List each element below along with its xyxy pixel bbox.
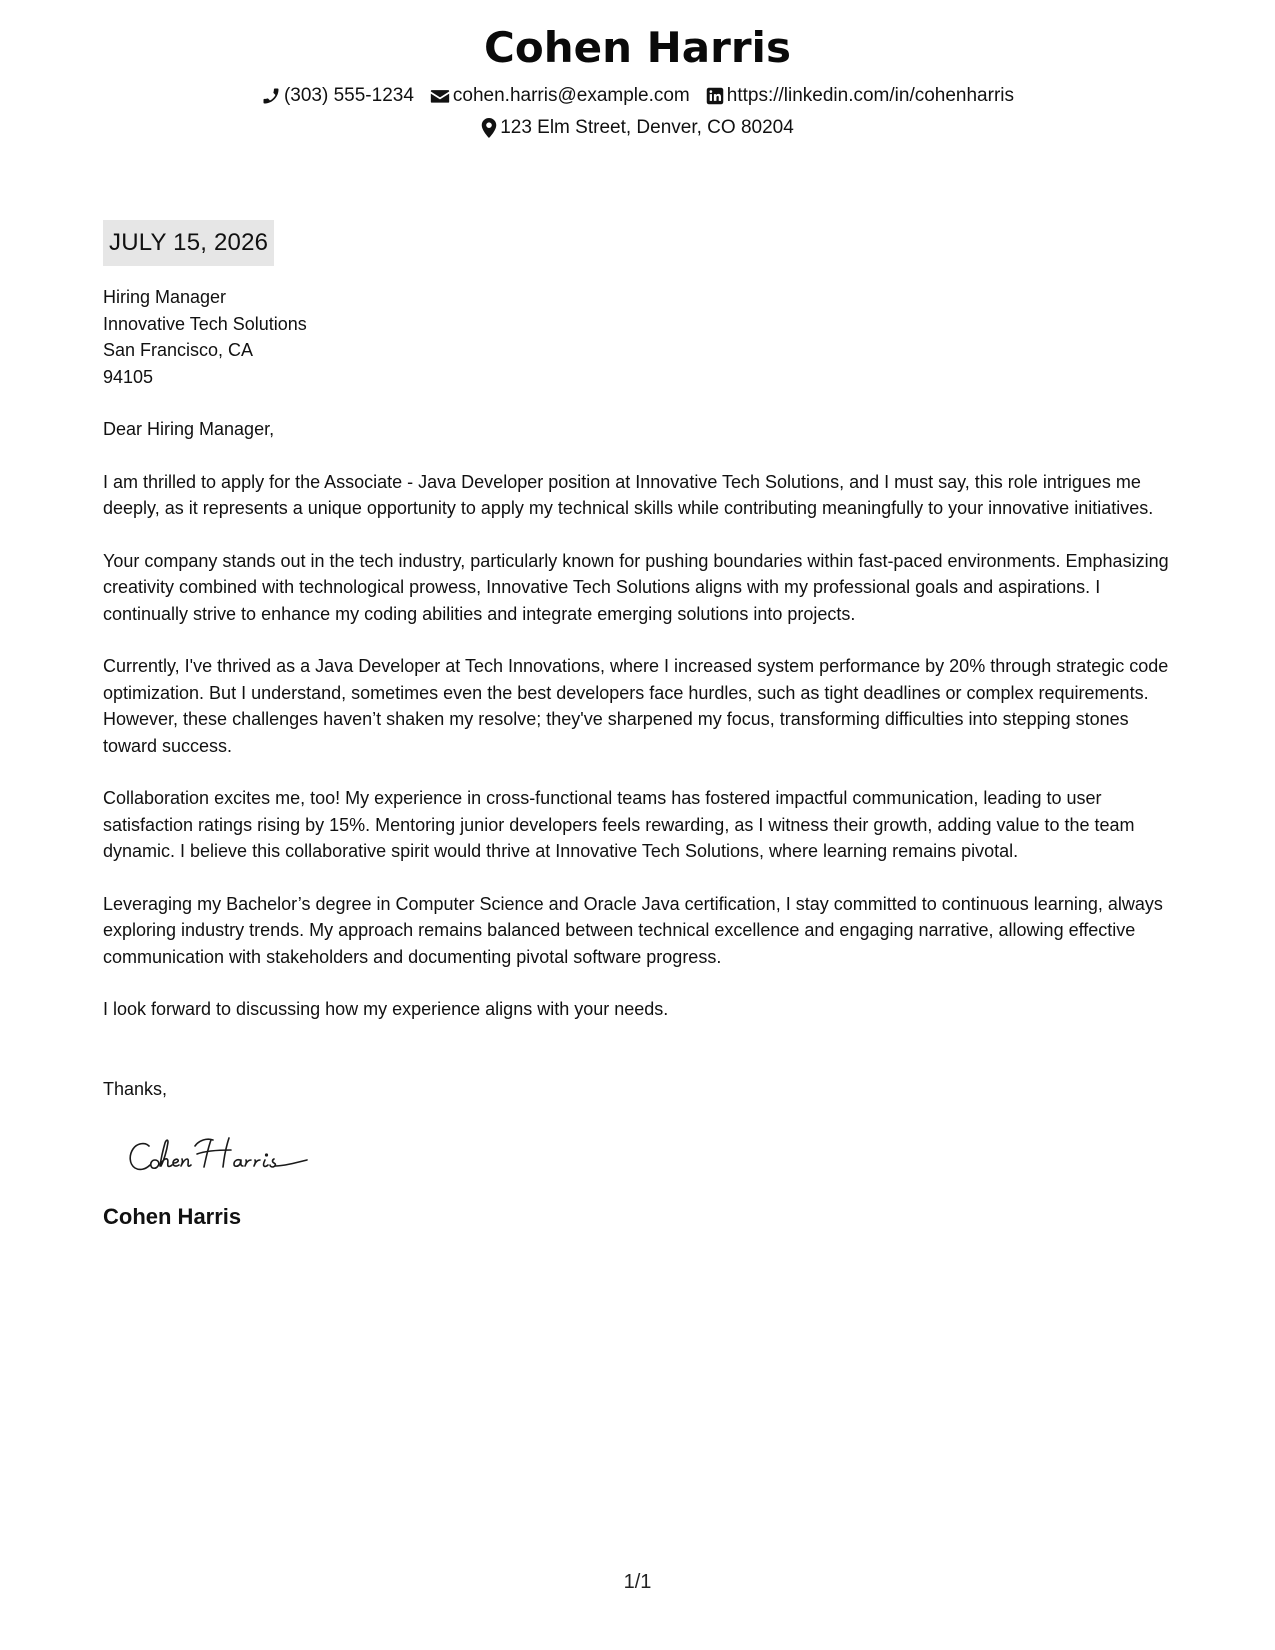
phone-number: (303) 555-1234 xyxy=(283,85,414,106)
paragraph: Leveraging my Bachelor’s degree in Computer Science and Oracle Java certification, I stay committed to continuous learning, always exploring industry trends. My approach remains balanced between technical excellence and engaging narrative, allowing effective communication with stakeholders and documenting pivotal software progress. xyxy=(103,893,1163,967)
paragraph: Currently, I've thrived as a Java Developer at Tech Innovations, where I increased system performance by 20% through strategic code optimization. But I understand, sometimes even the best developers face hurdles, such as tight deadlines or complex requirements. However, these challenges haven’t shaken my resolve; they've sharpened my focus, transforming difficulties into stepping stones toward success. xyxy=(103,656,1169,756)
recipient-block xyxy=(103,284,1178,390)
envelope-icon xyxy=(430,87,450,105)
paragraph: I am thrilled to apply for the Associate - Java Developer position at Innovative Tech Solutions, and I must say, this role intrigues me deeply, as it represents a unique opportunity to apply my technical skills while contributing meaningfully to your innovative initiatives. xyxy=(103,471,1154,518)
page-number: 1/1 xyxy=(623,1571,652,1593)
handwritten-signature xyxy=(125,1132,1178,1184)
letter-body xyxy=(103,220,1178,1232)
map-pin-icon xyxy=(481,118,497,138)
contact-row-secondary xyxy=(0,114,1275,142)
recipient-city: San Francisco, CA xyxy=(103,340,254,360)
street-address: 123 Elm Street, Denver, CO 80204 xyxy=(500,117,794,138)
recipient-title: Hiring Manager xyxy=(103,287,227,307)
linkedin-url[interactable]: https://linkedin.com/in/cohenharris xyxy=(726,85,1015,106)
contact-email xyxy=(430,82,690,110)
contact-address xyxy=(481,114,794,142)
salutation: Dear Hiring Manager, xyxy=(103,419,275,439)
signer-name: Cohen Harris xyxy=(103,1204,242,1229)
letter-date: JULY 15, 2026 xyxy=(103,220,274,266)
contact-linkedin xyxy=(706,82,1014,110)
paragraph: Collaboration excites me, too! My experience in cross-functional teams has fostered impactful communication, leading to user satisfaction ratings rising by 15%. Mentoring junior developers feels rewarding, as I witness their growth, adding value to the team dynamic. I believe this collaborative spirit would thrive at Innovative Tech Solutions, where learning remains pivotal. xyxy=(103,788,1135,861)
closing: Thanks, xyxy=(103,1078,168,1099)
phone-icon xyxy=(261,86,281,106)
recipient-company: Innovative Tech Solutions xyxy=(103,313,307,334)
letter-header xyxy=(0,22,1275,142)
contact-row-primary xyxy=(0,82,1275,110)
paragraph: I look forward to discussing how my experience aligns with your needs. xyxy=(103,999,669,1019)
contact-phone xyxy=(261,82,414,110)
paragraph: Your company stands out in the tech industry, particularly known for pushing boundaries within fast-paced environments. Emphasizing creativity combined with technological prowess, Innovative Tech Solutions aligns with my professional goals and aspirations. I continually strive to enhance my coding abilities and integrate emerging solutions into projects. xyxy=(103,550,1169,624)
email-address[interactable]: cohen.harris@example.com xyxy=(452,85,690,106)
recipient-zip: 94105 xyxy=(103,366,154,387)
linkedin-icon xyxy=(706,87,724,105)
applicant-name: Cohen Harris xyxy=(484,23,791,72)
